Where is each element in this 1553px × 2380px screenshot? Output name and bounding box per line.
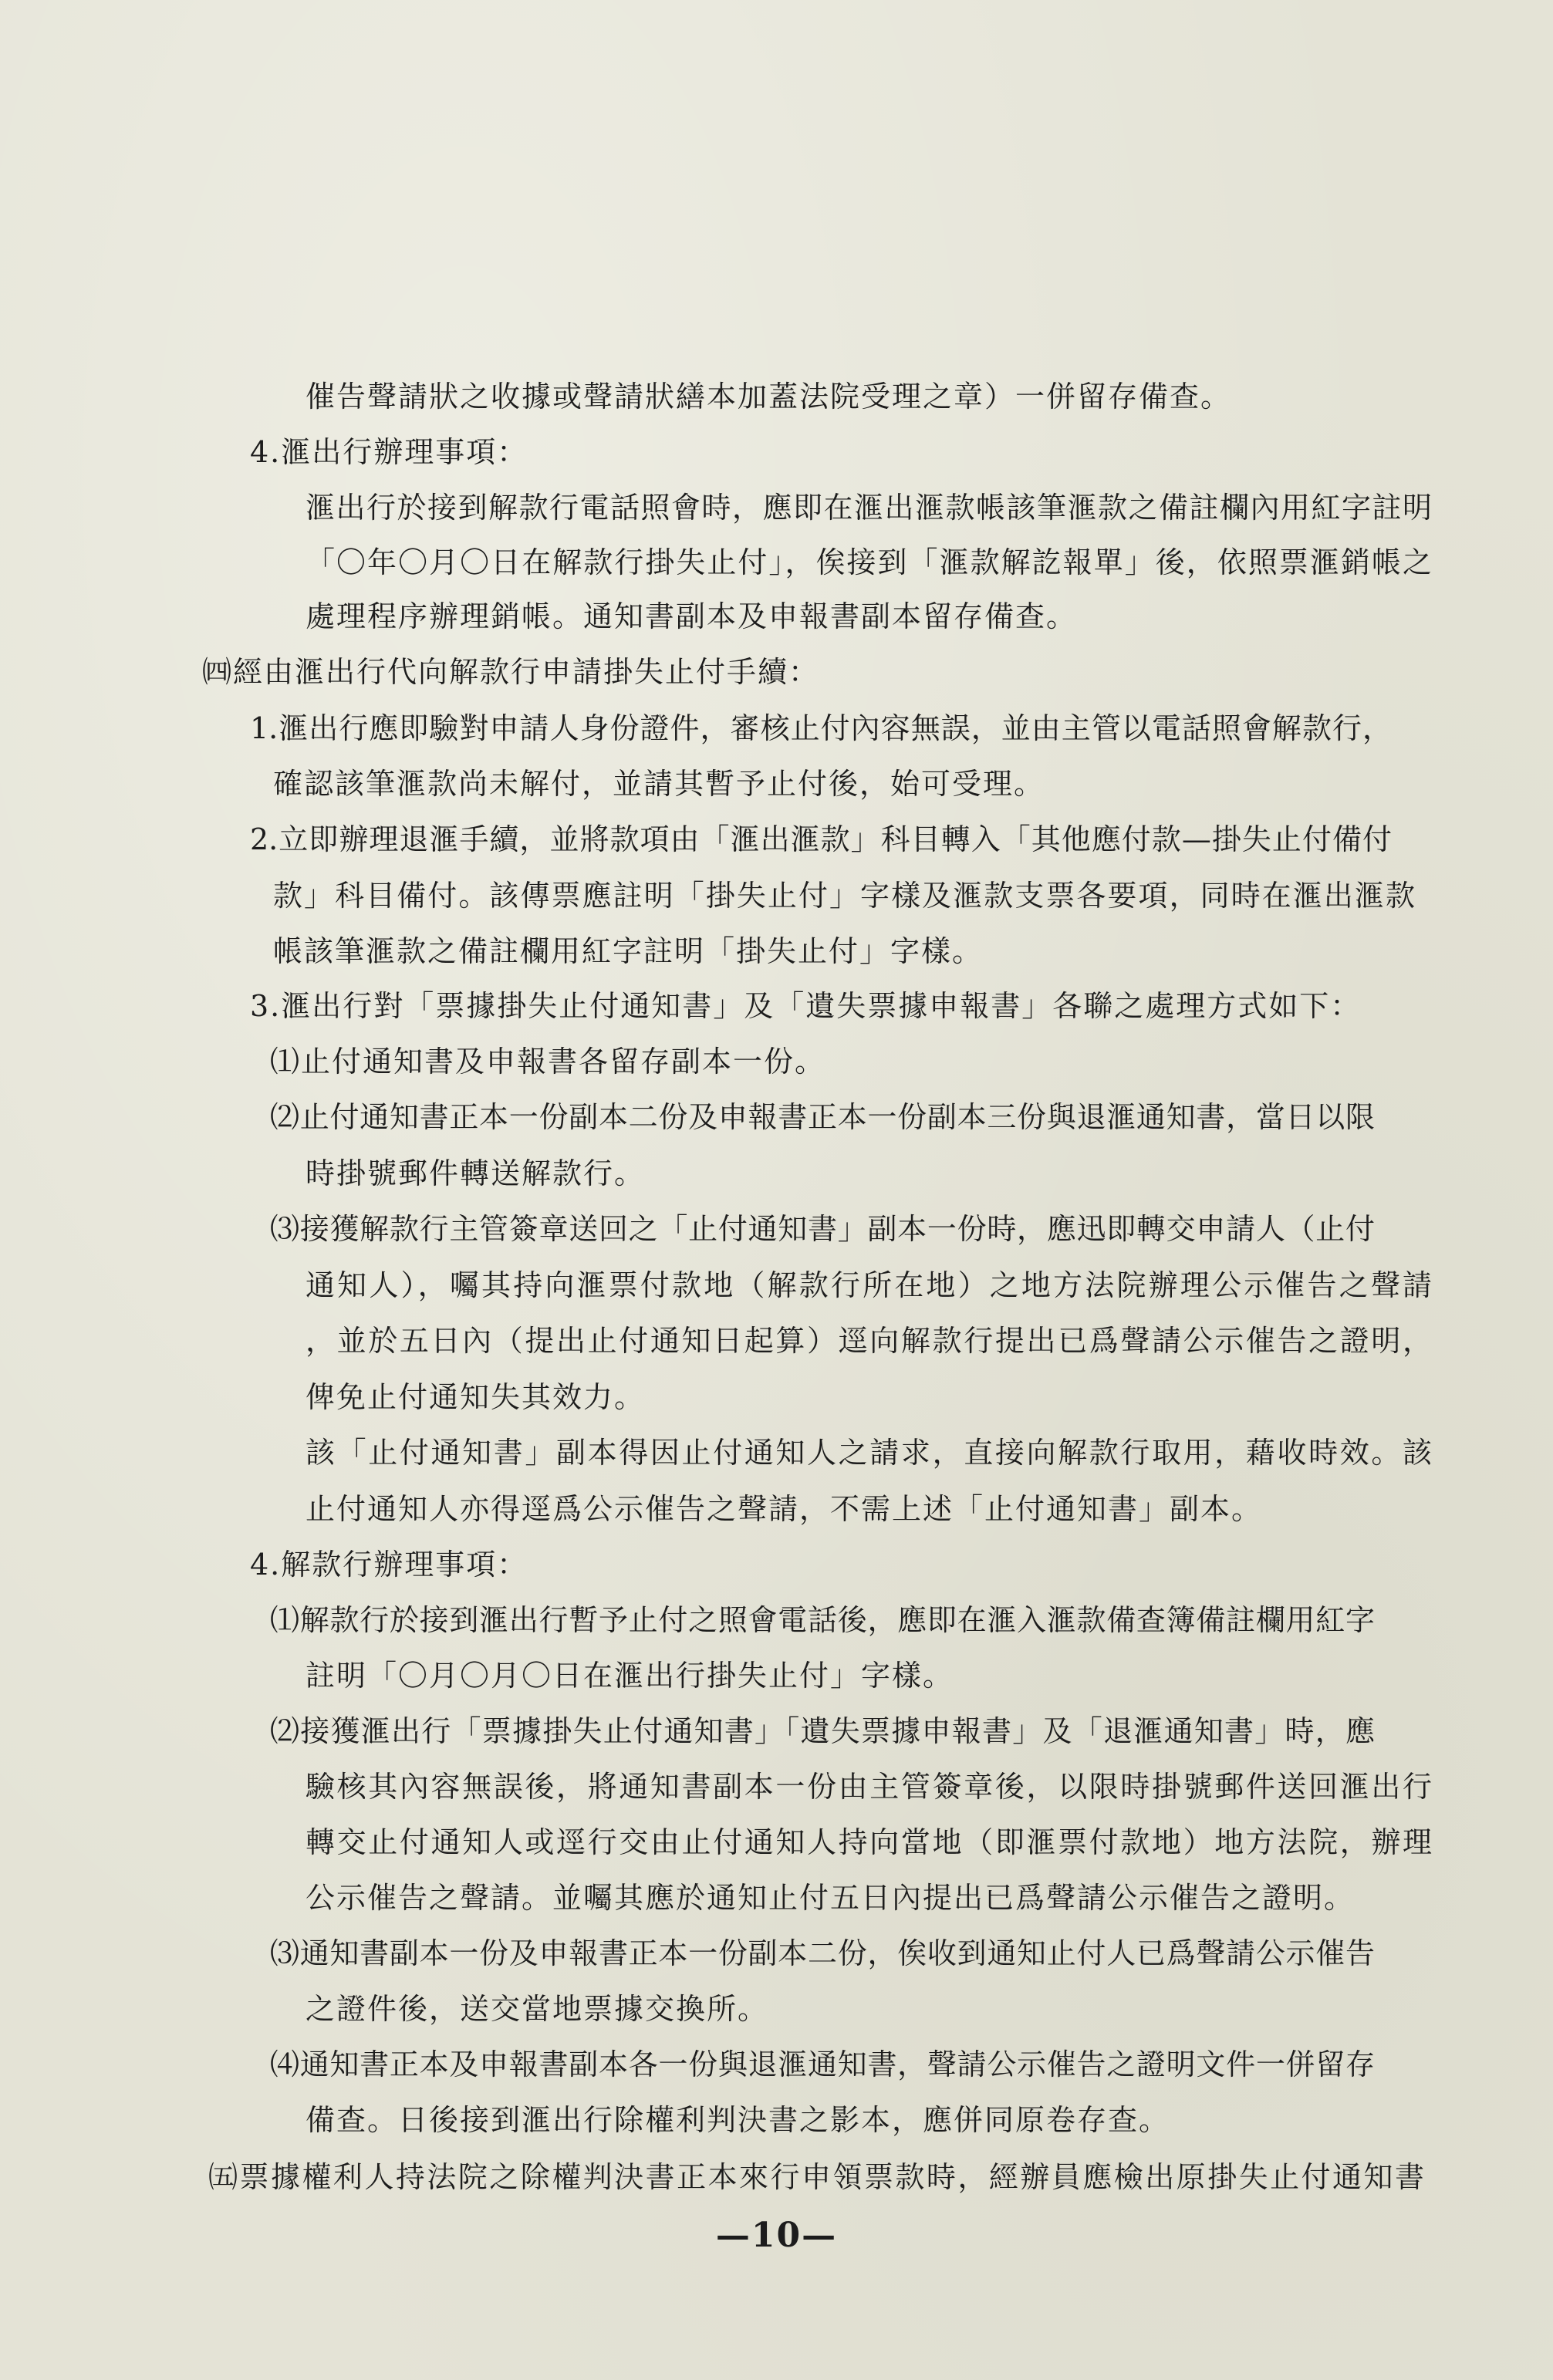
subitem-1: ⑴止付通知書及申報書各留存副本一份。 (270, 1045, 826, 1079)
item-1-line-2: 確認該筆滙款尚未解付，並請其暫予止付後，始可受理。 (273, 767, 1045, 801)
subitem-3-line-1: ⑶接獲解款行主管簽章送回之「止付通知書」副本一份時，應迅即轉交申請人（止付 (270, 1212, 1375, 1246)
section-heading-5: ㈤票據權利人持法院之除權判決書正本來行申領票款時，經辦員應檢出原掛失止付通知書 (208, 2160, 1424, 2194)
subitem-2-line-1: ⑵止付通知書正本一份副本二份及申報書正本一份副本三份與退滙通知書，當日以限 (270, 1100, 1375, 1134)
pay-subitem-4-line-2: 備查。日後接到滙出行除權利判決書之影本，應併同原卷存查。 (306, 2103, 1170, 2137)
text-line-1: 催告聲請狀之收據或聲請狀繕本加蓋法院受理之章）一併留存備查。 (306, 380, 1232, 414)
item-1-line-1: 1.滙出行應即驗對申請人身份證件，審核止付內容無誤，並由主管以電話照會解款行， (250, 711, 1392, 745)
item-3-heading: 3.滙出行對「票據掛失止付通知書」及「遺失票據申報書」各聯之處理方式如下： (250, 989, 1362, 1023)
text-line-5: 處理程序辦理銷帳。通知書副本及申報書副本留存備查。 (306, 599, 1078, 633)
pay-subitem-4-line-1: ⑷通知書正本及申報書副本各一份與退滙通知書，聲請公示催告之證明文件一併留存 (270, 2047, 1375, 2081)
subitem-2-line-2: 時掛號郵件轉送解款行。 (306, 1156, 646, 1190)
pay-subitem-1-line-2: 註明「〇月〇月〇日在滙出行掛失止付」字樣。 (306, 1659, 954, 1693)
item-2-line-3: 帳該筆滙款之備註欄用紅字註明「掛失止付」字樣。 (273, 934, 984, 968)
text-line-3: 滙出行於接到解款行電話照會時，應即在滙出滙款帳該筆滙款之備註欄內用紅字註明 (306, 491, 1432, 525)
pay-subitem-2-line-1: ⑵接獲滙出行「票據掛失止付通知書」「遺失票據申報書」及「退滙通知書」時，應 (270, 1714, 1375, 1748)
item-2-line-1: 2.立即辦理退滙手續，並將款項由「滙出滙款」科目轉入「其他應付款—掛失止付備付 (250, 822, 1392, 856)
pay-subitem-2-line-3: 轉交止付通知人或逕行交由止付通知人持向當地（即滙票付款地）地方法院，辦理 (306, 1825, 1432, 1859)
subitem-3-line-4: 俾免止付通知失其效力。 (306, 1380, 646, 1414)
item-4-heading-paying: 4.解款行辦理事項： (250, 1548, 528, 1582)
pay-subitem-2-line-2: 驗核其內容無誤後，將通知書副本一份由主管簽章後，以限時掛號郵件送回滙出行 (306, 1770, 1432, 1804)
subitem-3-line-6: 止付通知人亦得逕爲公示催告之聲請，不需上述「止付通知書」副本。 (306, 1492, 1263, 1526)
pay-subitem-3-line-1: ⑶通知書副本一份及申報書正本一份副本二份，俟收到通知止付人已爲聲請公示催告 (270, 1936, 1375, 1970)
pay-subitem-2-line-4: 公示催告之聲請。並囑其應於通知止付五日內提出已爲聲請公示催告之證明。 (306, 1881, 1355, 1915)
pay-subitem-3-line-2: 之證件後，送交當地票據交換所。 (306, 1992, 769, 2026)
item-heading-4-remitting: 4.滙出行辦理事項： (250, 435, 528, 469)
pay-subitem-1-line-1: ⑴解款行於接到滙出行暫予止付之照會電話後，應即在滙入滙款備查簿備註欄用紅字 (270, 1603, 1375, 1637)
item-2-line-2: 款」科目備付。該傳票應註明「掛失止付」字樣及滙款支票各要項，同時在滙出滙款 (273, 879, 1415, 913)
page-number: —10— (715, 2216, 838, 2255)
text-line-4: 「〇年〇月〇日在解款行掛失止付」，俟接到「滙款解訖報單」後，依照票滙銷帳之 (306, 545, 1432, 579)
subitem-3-line-2: 通知人），囑其持向滙票付款地（解款行所在地）之地方法院辦理公示催告之聲請 (306, 1268, 1432, 1302)
subitem-3-line-3: ，並於五日內（提出止付通知日起算）逕向解款行提出已爲聲請公示催告之證明， (306, 1324, 1432, 1358)
section-heading-4: ㈣經由滙出行代向解款行申請掛失止付手續： (202, 655, 820, 689)
subitem-3-line-5: 該「止付通知書」副本得因止付通知人之請求，直接向解款行取用，藉收時效。該 (306, 1436, 1432, 1470)
